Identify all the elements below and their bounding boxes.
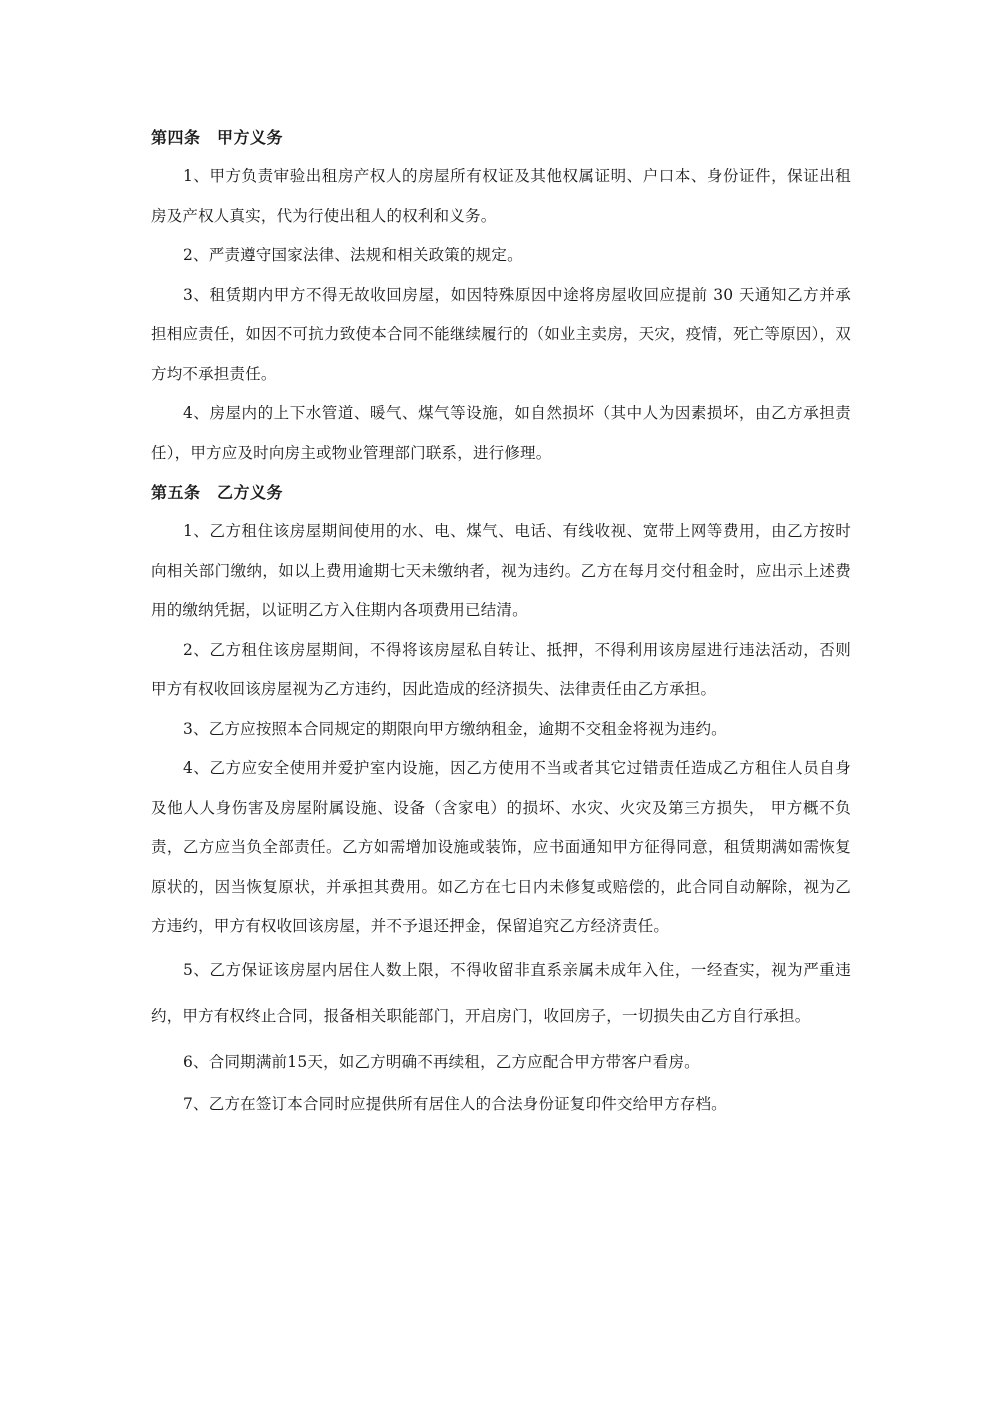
- section-heading-article-4: 第四条 甲方义务: [151, 128, 284, 147]
- article-5-clause-5: 5、乙方保证该房屋内居住人数上限，不得收留非直系亲属未成年入住，一经查实，视为严重违约，甲方有权终止合同，报备相关职能部门，开启房门，收回房子，一切损失由乙方自行承担。: [151, 960, 851, 1025]
- article-5-clause-3: 3、乙方应按照本合同规定的期限向甲方缴纳租金，逾期不交租金将视为违约。: [183, 719, 727, 738]
- article-5-clause-6: 6、合同期满前15天，如乙方明确不再续租，乙方应配合甲方带客户看房。: [183, 1052, 700, 1071]
- article-4-clause-2: 2、严责遵守国家法律、法规和相关政策的规定。: [183, 246, 523, 264]
- article-4-clause-3: 3、租赁期内甲方不得无故收回房屋，如因特殊原因中途将房屋收回应提前 30 天通知乙方并承担相应责任，如因不可抗力致使本合同不能继续履行的（如业主卖房，天灾，疫情，死亡等原因），双方均不承担责任。: [151, 285, 851, 383]
- article-5-clause-7: 7、乙方在签订本合同时应提供所有居住人的合法身份证复印件交给甲方存档。: [183, 1094, 727, 1113]
- article-4-clause-4: 4、房屋内的上下水管道、暖气、煤气等设施，如自然损坏（其中人为因素损坏，由乙方承担责任），甲方应及时向房主或物业管理部门联系，进行修理。: [151, 404, 851, 462]
- contract-page: [151, 118, 851, 1124]
- article-5-clause-1: 1、乙方租住该房屋期间使用的水、电、煤气、电话、有线收视、宽带上网等费用，由乙方按时向相关部门缴纳，如以上费用逾期七天未缴纳者，视为违约。乙方在每月交付租金时，应出示上述费用的缴纳凭据，以证明乙方入住期内各项费用已结清。: [151, 522, 851, 619]
- article-5-clause-2: 2、乙方租住该房屋期间，不得将该房屋私自转让、抵押，不得利用该房屋进行违法活动，否则甲方有权收回该房屋视为乙方违约，因此造成的经济损失、法律责任由乙方承担。: [151, 640, 851, 698]
- article-4-clause-1: 1、甲方负责审验出租房产权人的房屋所有权证及其他权属证明、户口本、身份证件，保证出租房及产权人真实，代为行使出租人的权利和义务。: [151, 167, 851, 225]
- section-heading-article-5: 第五条 乙方义务: [151, 483, 284, 502]
- article-5-clause-4: 4、乙方应安全使用并爱护室内设施，因乙方使用不当或者其它过错责任造成乙方租住人员自身及他人人身伤害及房屋附属设施、设备（含家电）的损坏、水灾、火灾及第三方损失， 甲方概不负责，乙方应当负全部责任。乙方如需增加设施或装饰，应书面通知甲方征得同意，租赁期满如需恢复原状的，因当恢复原状，并承担其费用。如乙方在七日内未修复或赔偿的，此合同自动解除，视为乙方违约，甲方有权收回该房屋，并不予退还押金，保留追究乙方经济责任。: [151, 759, 851, 935]
